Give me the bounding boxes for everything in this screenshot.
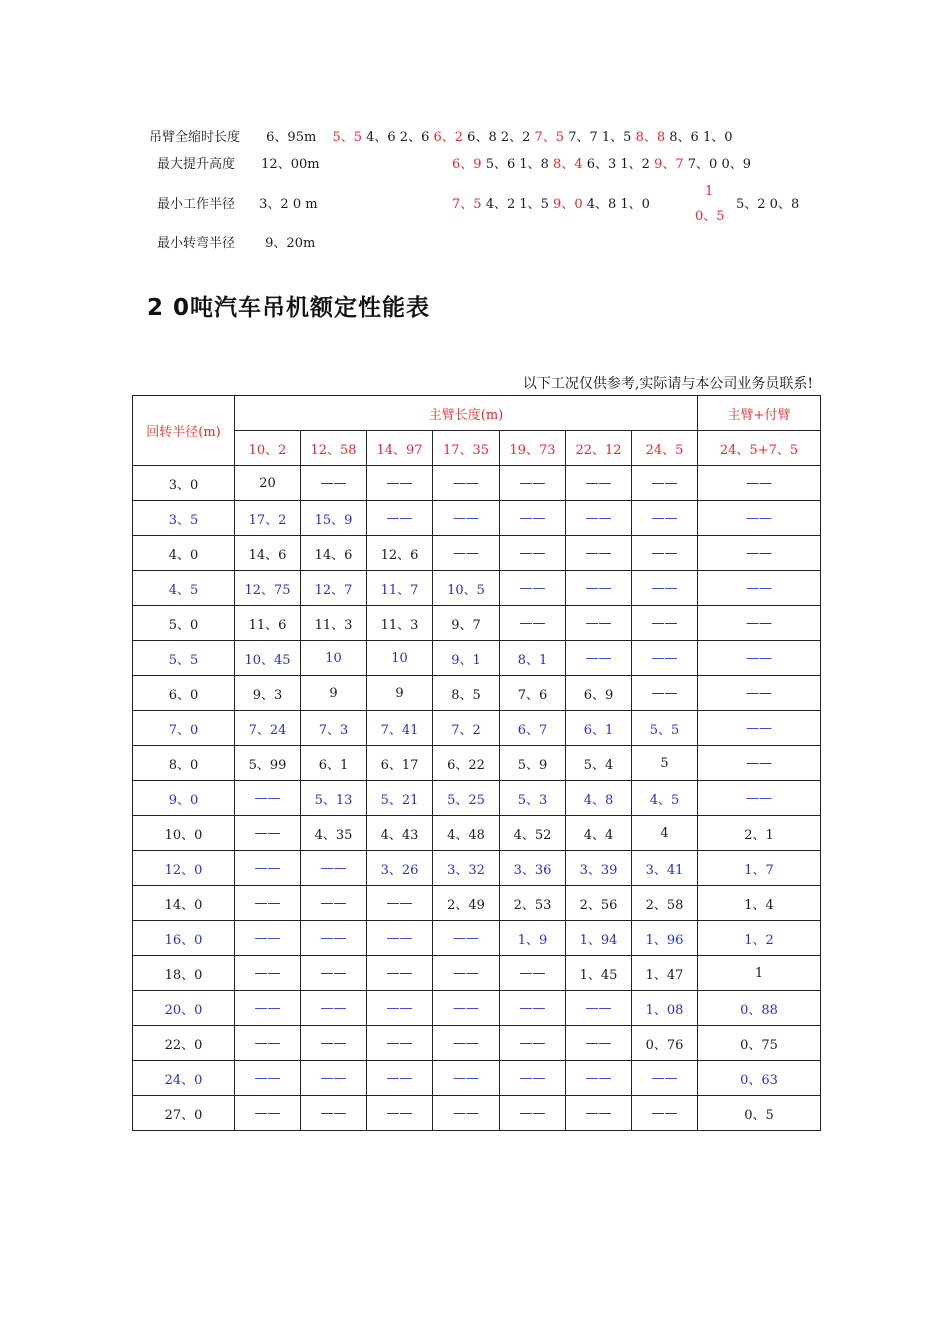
boom-length-cell: 19、73 <box>500 431 566 466</box>
capacity-cell: 11、6 <box>235 606 301 641</box>
capacity-cell: —— <box>698 781 821 816</box>
capacity-cell: —— <box>235 886 301 921</box>
spec-label: 吊臂全缩时长度 <box>149 130 241 145</box>
capacity-cell: —— <box>367 1061 433 1096</box>
capacity-cell: —— <box>500 991 566 1026</box>
capacity-cell: —— <box>698 571 821 606</box>
capacity-cell: —— <box>566 501 632 536</box>
capacity-cell: —— <box>367 501 433 536</box>
radius-cell: 22、0 <box>133 1026 235 1061</box>
spec-stacked-top: 1 <box>705 184 714 199</box>
capacity-cell: 10 <box>367 641 433 676</box>
spec-extra: 5、5 <box>332 130 362 145</box>
capacity-cell: —— <box>367 466 433 501</box>
spec-extra: 6、9 <box>452 157 482 172</box>
capacity-cell: —— <box>632 571 698 606</box>
radius-header: 回转半径(m) <box>133 396 235 466</box>
radius-cell: 6、0 <box>133 676 235 711</box>
spec-value: 3、2 0 m <box>259 197 318 212</box>
radius-cell: 16、0 <box>133 921 235 956</box>
capacity-cell: —— <box>632 676 698 711</box>
radius-cell: 20、0 <box>133 991 235 1026</box>
spec-line-2 <box>157 158 320 172</box>
capacity-cell: 7、6 <box>500 676 566 711</box>
capacity-cell: 1 <box>698 956 821 991</box>
capacity-cell: —— <box>367 991 433 1026</box>
capacity-cell: 5、5 <box>632 711 698 746</box>
capacity-cell: —— <box>235 921 301 956</box>
capacity-cell: 5、4 <box>566 746 632 781</box>
capacity-cell: —— <box>698 501 821 536</box>
capacity-cell: —— <box>500 536 566 571</box>
spec-extra: 7、7 1、5 <box>568 130 632 145</box>
radius-cell: 3、0 <box>133 466 235 501</box>
table-row <box>133 991 821 1026</box>
capacity-cell: —— <box>301 886 367 921</box>
capacity-cell: —— <box>301 1096 367 1131</box>
capacity-cell: 5、25 <box>433 781 500 816</box>
spec-extra: 7、5 <box>534 130 565 145</box>
capacity-cell: 1、7 <box>698 851 821 886</box>
capacity-cell: —— <box>698 641 821 676</box>
capacity-cell: —— <box>566 466 632 501</box>
capacity-cell: 7、3 <box>301 711 367 746</box>
capacity-cell: 9 <box>367 676 433 711</box>
radius-cell: 4、5 <box>133 571 235 606</box>
capacity-cell: 5、13 <box>301 781 367 816</box>
table-row <box>133 536 821 571</box>
capacity-cell: —— <box>632 536 698 571</box>
table-row <box>133 501 821 536</box>
capacity-cell: 9、3 <box>235 676 301 711</box>
jib-header: 主臂+付臂 <box>698 396 821 431</box>
radius-cell: 4、0 <box>133 536 235 571</box>
spec-value: 12、00m <box>261 157 320 172</box>
capacity-cell: 0、76 <box>632 1026 698 1061</box>
capacity-cell: 4、4 <box>566 816 632 851</box>
spec-line-3-extra <box>452 198 650 212</box>
capacity-cell: 5、21 <box>367 781 433 816</box>
spec-extra: 6、8 2、2 <box>467 130 531 145</box>
capacity-cell: —— <box>301 921 367 956</box>
boom-length-cell: 17、35 <box>433 431 500 466</box>
capacity-cell: —— <box>632 1061 698 1096</box>
capacity-cell: 6、17 <box>367 746 433 781</box>
capacity-cell: —— <box>235 851 301 886</box>
table-body <box>133 466 821 1131</box>
capacity-cell: —— <box>500 571 566 606</box>
spec-extra: 7、5 <box>452 197 482 212</box>
capacity-cell: 12、75 <box>235 571 301 606</box>
capacity-cell: 6、1 <box>301 746 367 781</box>
capacity-cell: —— <box>632 466 698 501</box>
capacity-cell: 12、6 <box>367 536 433 571</box>
capacity-cell: —— <box>500 1096 566 1131</box>
capacity-cell: —— <box>433 1061 500 1096</box>
table-row <box>133 1026 821 1061</box>
capacity-cell: 4、5 <box>632 781 698 816</box>
spec-label: 最大提升高度 <box>157 157 236 172</box>
capacity-cell: 8、1 <box>500 641 566 676</box>
capacity-cell: 2、49 <box>433 886 500 921</box>
capacity-cell: 1、9 <box>500 921 566 956</box>
capacity-cell: —— <box>632 1096 698 1131</box>
spec-label: 最小工作半径 <box>157 197 236 212</box>
capacity-cell: 1、2 <box>698 921 821 956</box>
capacity-cell: —— <box>500 956 566 991</box>
capacity-cell: 3、39 <box>566 851 632 886</box>
capacity-cell: —— <box>698 466 821 501</box>
capacity-cell: 4、35 <box>301 816 367 851</box>
spec-stacked-bottom: 0、5 <box>695 209 725 224</box>
capacity-cell: —— <box>698 536 821 571</box>
capacity-cell: —— <box>500 466 566 501</box>
table-row <box>133 1061 821 1096</box>
spec-extra: 9、0 <box>553 197 583 212</box>
spec-extra: 4、8 1、0 <box>586 197 650 212</box>
jib-length-cell: 24、5+7、5 <box>698 431 821 466</box>
capacity-cell: 1、94 <box>566 921 632 956</box>
spec-extra: 4、6 2、6 <box>366 130 430 145</box>
table-row <box>133 1096 821 1131</box>
spec-line-3 <box>157 198 318 212</box>
capacity-cell: —— <box>566 606 632 641</box>
capacity-cell: —— <box>433 956 500 991</box>
capacity-cell: —— <box>566 1061 632 1096</box>
capacity-cell: 14、6 <box>301 536 367 571</box>
capacity-cell: —— <box>301 466 367 501</box>
capacity-cell: 12、7 <box>301 571 367 606</box>
capacity-cell: 10、5 <box>433 571 500 606</box>
capacity-cell: —— <box>632 501 698 536</box>
capacity-cell: —— <box>235 816 301 851</box>
capacity-cell: 4、52 <box>500 816 566 851</box>
capacity-cell: —— <box>367 886 433 921</box>
capacity-cell: 4、8 <box>566 781 632 816</box>
spec-extra: 8、6 1、0 <box>669 130 733 145</box>
capacity-cell: 4、48 <box>433 816 500 851</box>
capacity-cell: 2、58 <box>632 886 698 921</box>
capacity-cell: 14、6 <box>235 536 301 571</box>
capacity-cell: 20 <box>235 466 301 501</box>
capacity-cell: —— <box>433 921 500 956</box>
spec-extra: 9、7 <box>654 157 684 172</box>
capacity-cell: 1、4 <box>698 886 821 921</box>
capacity-cell: 1、96 <box>632 921 698 956</box>
capacity-cell: —— <box>301 991 367 1026</box>
boom-length-cell: 22、12 <box>566 431 632 466</box>
spec-extra: 8、4 <box>553 157 583 172</box>
spec-extra: 6、2 <box>433 130 464 145</box>
disclaimer-note: 以下工况仅供参考,实际请与本公司业务员联系! <box>522 376 813 392</box>
capacity-cell: —— <box>433 466 500 501</box>
capacity-cell: —— <box>500 1061 566 1096</box>
table-row <box>133 886 821 921</box>
table-row <box>133 921 821 956</box>
radius-cell: 5、5 <box>133 641 235 676</box>
capacity-cell: 11、3 <box>301 606 367 641</box>
capacity-cell: 0、63 <box>698 1061 821 1096</box>
capacity-cell: —— <box>235 1061 301 1096</box>
spec-value: 6、95m <box>266 130 317 145</box>
boom-lengths-row <box>133 431 821 466</box>
capacity-cell: 0、5 <box>698 1096 821 1131</box>
spec-value: 9、20m <box>265 236 316 251</box>
capacity-cell: —— <box>698 746 821 781</box>
capacity-cell: —— <box>301 1026 367 1061</box>
capacity-cell: 4 <box>632 816 698 851</box>
capacity-cell: 2、53 <box>500 886 566 921</box>
capacity-cell: —— <box>235 1026 301 1061</box>
capacity-cell: —— <box>500 501 566 536</box>
capacity-cell: 11、3 <box>367 606 433 641</box>
capacity-cell: —— <box>433 501 500 536</box>
performance-table <box>132 395 821 1131</box>
capacity-cell: 5、99 <box>235 746 301 781</box>
capacity-cell: —— <box>235 991 301 1026</box>
capacity-cell: 3、41 <box>632 851 698 886</box>
capacity-cell: —— <box>566 536 632 571</box>
capacity-cell: 3、26 <box>367 851 433 886</box>
capacity-cell: —— <box>301 956 367 991</box>
capacity-cell: —— <box>698 676 821 711</box>
capacity-cell: 2、56 <box>566 886 632 921</box>
radius-cell: 27、0 <box>133 1096 235 1131</box>
capacity-cell: —— <box>698 711 821 746</box>
capacity-cell: —— <box>433 1026 500 1061</box>
boom-length-header: 主臂长度(m) <box>235 396 698 431</box>
boom-length-cell: 10、2 <box>235 431 301 466</box>
capacity-cell: 11、7 <box>367 571 433 606</box>
capacity-cell: 2、1 <box>698 816 821 851</box>
spec-line-1 <box>149 131 732 145</box>
radius-cell: 3、5 <box>133 501 235 536</box>
capacity-cell: —— <box>500 606 566 641</box>
table-row <box>133 956 821 991</box>
boom-length-cell: 14、97 <box>367 431 433 466</box>
boom-length-cell: 24、5 <box>632 431 698 466</box>
table-row <box>133 781 821 816</box>
capacity-cell: 3、36 <box>500 851 566 886</box>
capacity-cell: —— <box>367 921 433 956</box>
capacity-cell: 5 <box>632 746 698 781</box>
capacity-cell: 15、9 <box>301 501 367 536</box>
radius-cell: 10、0 <box>133 816 235 851</box>
table-row <box>133 816 821 851</box>
capacity-cell: 7、41 <box>367 711 433 746</box>
capacity-cell: 10 <box>301 641 367 676</box>
capacity-cell: —— <box>367 1026 433 1061</box>
radius-cell: 7、0 <box>133 711 235 746</box>
capacity-cell: 9、1 <box>433 641 500 676</box>
table-row <box>133 571 821 606</box>
capacity-cell: 1、47 <box>632 956 698 991</box>
capacity-cell: —— <box>566 991 632 1026</box>
radius-cell: 12、0 <box>133 851 235 886</box>
capacity-cell: —— <box>632 641 698 676</box>
capacity-cell: 6、1 <box>566 711 632 746</box>
capacity-cell: 6、7 <box>500 711 566 746</box>
spec-extra-tail: 5、2 0、8 <box>736 197 800 212</box>
capacity-cell: 5、9 <box>500 746 566 781</box>
capacity-cell: —— <box>566 1026 632 1061</box>
capacity-cell: —— <box>433 536 500 571</box>
capacity-cell: 0、88 <box>698 991 821 1026</box>
capacity-cell: —— <box>433 1096 500 1131</box>
spec-label: 最小转弯半径 <box>157 236 236 251</box>
capacity-cell: —— <box>367 956 433 991</box>
capacity-cell: —— <box>301 851 367 886</box>
capacity-cell: 1、08 <box>632 991 698 1026</box>
spec-extra: 5、6 1、8 <box>485 157 549 172</box>
capacity-cell: 8、5 <box>433 676 500 711</box>
page-title: 2 0吨汽车吊机额定性能表 <box>147 295 431 321</box>
capacity-cell: 6、9 <box>566 676 632 711</box>
table-row <box>133 606 821 641</box>
capacity-cell: —— <box>235 956 301 991</box>
capacity-cell: 3、32 <box>433 851 500 886</box>
capacity-cell: —— <box>566 1096 632 1131</box>
table-row <box>133 711 821 746</box>
spec-extra: 8、8 <box>635 130 666 145</box>
capacity-cell: —— <box>566 571 632 606</box>
capacity-cell: 10、45 <box>235 641 301 676</box>
capacity-cell: 1、45 <box>566 956 632 991</box>
radius-cell: 9、0 <box>133 781 235 816</box>
radius-cell: 14、0 <box>133 886 235 921</box>
capacity-cell: —— <box>367 1096 433 1131</box>
table-row <box>133 466 821 501</box>
capacity-cell: 9 <box>301 676 367 711</box>
capacity-cell: —— <box>235 1096 301 1131</box>
radius-cell: 5、0 <box>133 606 235 641</box>
capacity-cell: 5、3 <box>500 781 566 816</box>
capacity-cell: —— <box>632 606 698 641</box>
boom-length-cell: 12、58 <box>301 431 367 466</box>
radius-cell: 24、0 <box>133 1061 235 1096</box>
spec-line-4 <box>157 237 315 251</box>
table-row <box>133 851 821 886</box>
capacity-cell: 7、2 <box>433 711 500 746</box>
table-row <box>133 746 821 781</box>
spec-extra: 6、3 1、2 <box>586 157 650 172</box>
capacity-cell: —— <box>433 991 500 1026</box>
table-row <box>133 676 821 711</box>
spec-line-2-extra <box>452 158 751 172</box>
capacity-cell: 4、43 <box>367 816 433 851</box>
capacity-cell: 0、75 <box>698 1026 821 1061</box>
capacity-cell: 9、7 <box>433 606 500 641</box>
radius-cell: 8、0 <box>133 746 235 781</box>
capacity-cell: 6、22 <box>433 746 500 781</box>
capacity-cell: —— <box>235 781 301 816</box>
capacity-cell: 17、2 <box>235 501 301 536</box>
spec-extra: 4、2 1、5 <box>485 197 549 212</box>
spec-extra: 7、0 0、9 <box>687 157 751 172</box>
capacity-cell: —— <box>500 1026 566 1061</box>
radius-cell: 18、0 <box>133 956 235 991</box>
capacity-cell: —— <box>698 606 821 641</box>
capacity-cell: —— <box>301 1061 367 1096</box>
table-row <box>133 641 821 676</box>
capacity-cell: —— <box>566 641 632 676</box>
capacity-cell: 7、24 <box>235 711 301 746</box>
